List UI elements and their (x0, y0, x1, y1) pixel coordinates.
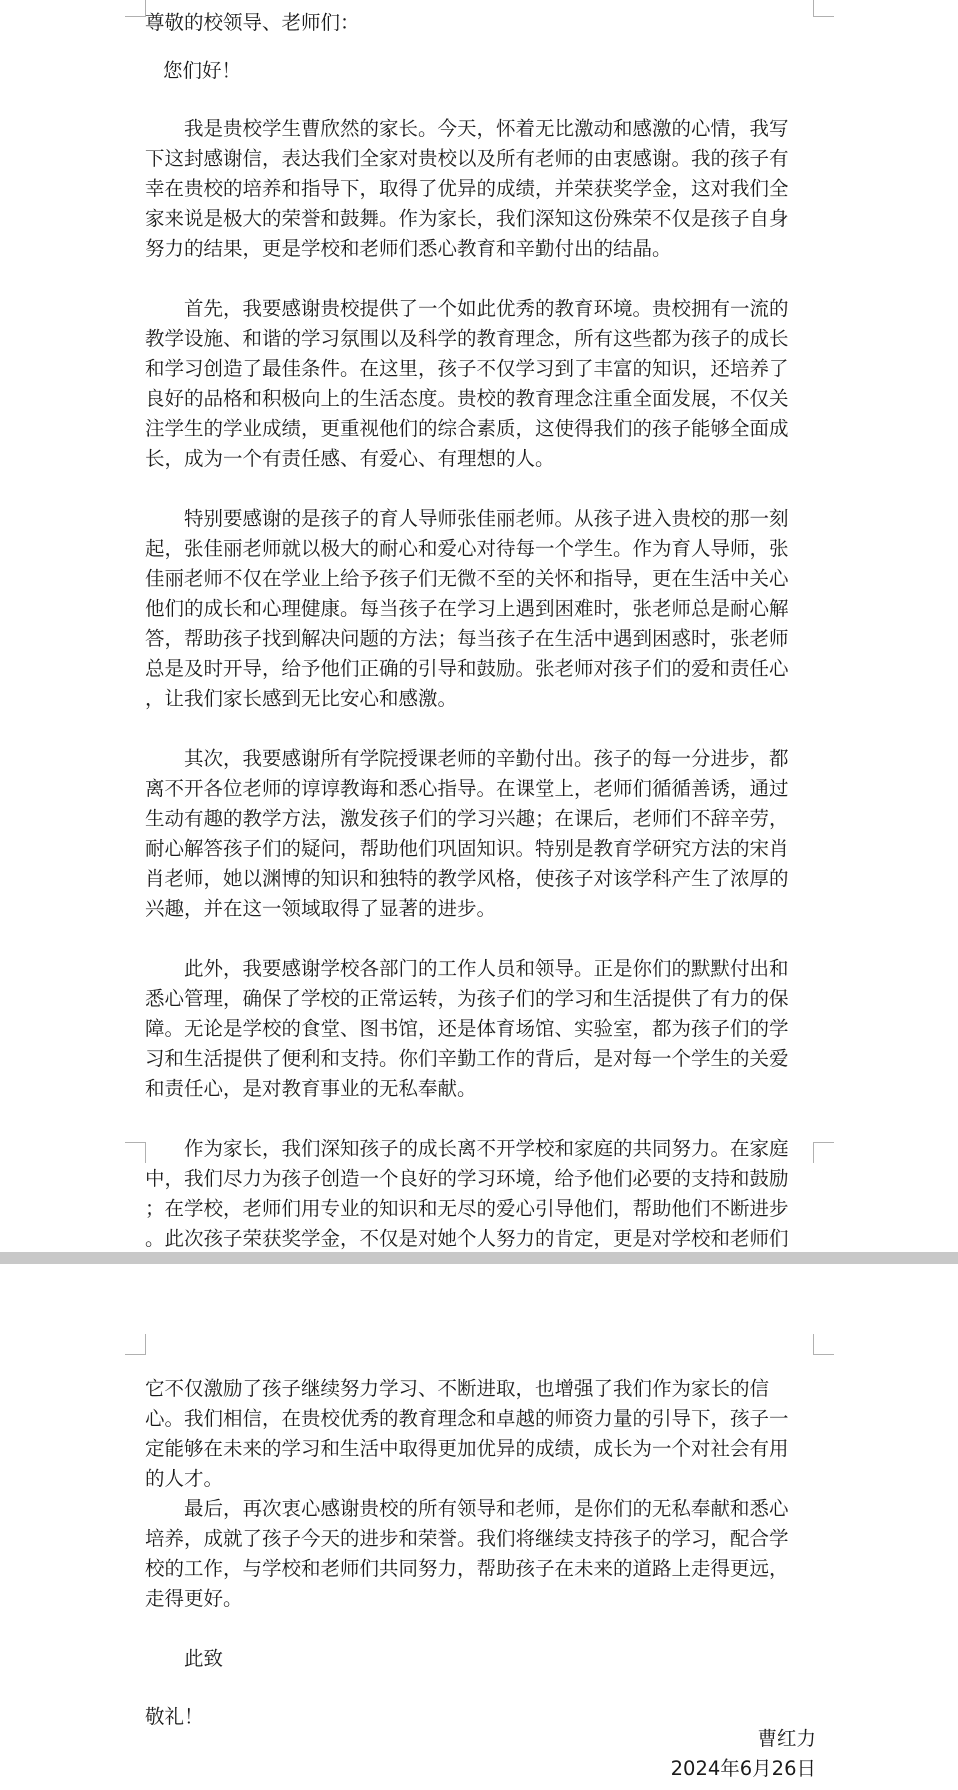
text-line: 我是贵校学生曹欣然的家长。今天，怀着无比激动和感激的心情，我写 (184, 117, 789, 140)
text-line: 下这封感谢信，表达我们全家对贵校以及所有老师的由衷感谢。我的孩子有 (145, 147, 789, 170)
text-line: 。此次孩子荣获奖学金，不仅是对她个人努力的肯定，更是对学校和老师们 (145, 1227, 789, 1250)
text-line: 培养，成就了孩子今天的进步和荣誉。我们将继续支持孩子的学习，配合学 (145, 1527, 789, 1550)
text-line: ；在学校，老师们用专业的知识和无尽的爱心引导他们，帮助他们不断进步 (145, 1197, 789, 1220)
text-line: 的人才。 (145, 1467, 224, 1490)
text-line: 和学习创造了最佳条件。在这里，孩子不仅学习到了丰富的知识，还培养了 (145, 357, 789, 380)
text-line: 他们的成长和心理健康。每当孩子在学习上遇到困难时，张老师总是耐心解 (145, 597, 789, 620)
page-corner-mark (813, 1142, 834, 1163)
salutation: 尊敬的校领导、老师们： (145, 11, 360, 34)
letter-body-page-1 (145, 8, 813, 1314)
text-line: 兴趣，并在这一领域取得了显著的进步。 (145, 897, 497, 920)
greeting: 您们好！ (163, 59, 242, 82)
text-line: 幸在贵校的培养和指导下，取得了优异的成绩，并荣获奖学金，这对我们全 (145, 177, 789, 200)
text-line: 肖老师，她以渊博的知识和独特的教学风格，使孩子对该学科产生了浓厚的 (145, 867, 789, 890)
text-line: 校的工作，与学校和老师们共同努力，帮助孩子在未来的道路上走得更远， (145, 1557, 789, 1580)
text-line: 悉心管理，确保了学校的正常运转，为孩子们的学习和生活提供了有力的保 (145, 987, 789, 1010)
text-line: ，让我们家长感到无比安心和感激。 (145, 687, 458, 710)
paragraph (145, 744, 813, 924)
text-line: 习和生活提供了便利和支持。你们辛勤工作的背后，是对每一个学生的关爱 (145, 1047, 789, 1070)
paragraph (145, 954, 813, 1104)
text-line: 长，成为一个有责任感、有爱心、有理想的人。 (145, 447, 555, 470)
text-line: 作为家长，我们深知孩子的成长离不开学校和家庭的共同努力。在家庭 (184, 1137, 789, 1160)
page-corner-mark (813, 0, 834, 17)
text-line: 最后，再次衷心感谢贵校的所有领导和老师，是你们的无私奉献和悉心 (184, 1497, 789, 1520)
signature-block (671, 1724, 816, 1784)
text-line: 起，张佳丽老师就以极大的耐心和爱心对待每一个学生。作为育人导师，张 (145, 537, 789, 560)
paragraph (145, 114, 813, 264)
text-line: 总是及时开导，给予他们正确的引导和鼓励。张老师对孩子们的爱和责任心 (145, 657, 789, 680)
page-corner-mark (125, 1334, 146, 1355)
text-line: 家来说是极大的荣誉和鼓舞。作为家长，我们深知这份殊荣不仅是孩子自身 (145, 207, 789, 230)
text-line: 首先，我要感谢贵校提供了一个如此优秀的教育环境。贵校拥有一流的 (184, 297, 789, 320)
text-line: 它不仅激励了孩子继续努力学习、不断进取，也增强了我们作为家长的信 (145, 1377, 770, 1400)
paragraph (145, 1494, 813, 1614)
paragraph (145, 1374, 813, 1494)
paragraph (145, 504, 813, 714)
regards: 敬礼！ (145, 1705, 204, 1728)
page-separator (0, 1252, 958, 1264)
text-line: 良好的品格和积极向上的生活态度。贵校的教育理念注重全面发展，不仅关 (145, 387, 789, 410)
text-line: 注学生的学业成绩，更重视他们的综合素质，这使得我们的孩子能够全面成 (145, 417, 789, 440)
text-line: 和责任心，是对教育事业的无私奉献。 (145, 1077, 477, 1100)
paragraph (145, 294, 813, 474)
page-corner-mark (125, 1142, 146, 1163)
text-line: 此外，我要感谢学校各部门的工作人员和领导。正是你们的默默付出和 (184, 957, 789, 980)
text-line: 答，帮助孩子找到解决问题的方法；每当孩子在生活中遇到困惑时，张老师 (145, 627, 789, 650)
page-corner-mark (813, 1334, 834, 1355)
text-line: 其次，我要感谢所有学院授课老师的辛勤付出。孩子的每一分进步，都 (184, 747, 789, 770)
text-line: 特别要感谢的是孩子的育人导师张佳丽老师。从孩子进入贵校的那一刻 (184, 507, 789, 530)
signer-name: 曹红力 (757, 1727, 816, 1750)
text-line: 教学设施、和谐的学习氛围以及科学的教育理念，所有这些都为孩子的成长 (145, 327, 789, 350)
text-line: 心。我们相信，在贵校优秀的教育理念和卓越的师资力量的引导下，孩子一 (145, 1407, 789, 1430)
text-line: 障。无论是学校的食堂、图书馆，还是体育场馆、实验室，都为孩子们的学 (145, 1017, 789, 1040)
text-line: 中，我们尽力为孩子创造一个良好的学习环境，给予他们必要的支持和鼓励 (145, 1167, 789, 1190)
text-line: 佳丽老师不仅在学业上给予孩子们无微不至的关怀和指导，更在生活中关心 (145, 567, 789, 590)
letter-date: 2024年6月26日 (670, 1757, 816, 1780)
text-line: 耐心解答孩子们的疑问，帮助他们巩固知识。特别是教育学研究方法的宋肖 (145, 837, 789, 860)
closing: 此致 (184, 1647, 224, 1670)
text-line: 离不开各位老师的谆谆教诲和悉心指导。在课堂上，老师们循循善诱，通过 (145, 777, 789, 800)
text-line: 生动有趣的教学方法，激发孩子们的学习兴趣；在课后，老师们不辞辛劳， (145, 807, 789, 830)
letter-body-page-2 (145, 1374, 813, 1732)
text-line: 走得更好。 (145, 1587, 243, 1610)
text-line: 定能够在未来的学习和生活中取得更加优异的成绩，成长为一个对社会有用 (145, 1437, 789, 1460)
text-line: 努力的结果，更是学校和老师们悉心教育和辛勤付出的结晶。 (145, 237, 672, 260)
document-page-2 (0, 1264, 958, 1790)
page-corner-mark (125, 0, 146, 17)
